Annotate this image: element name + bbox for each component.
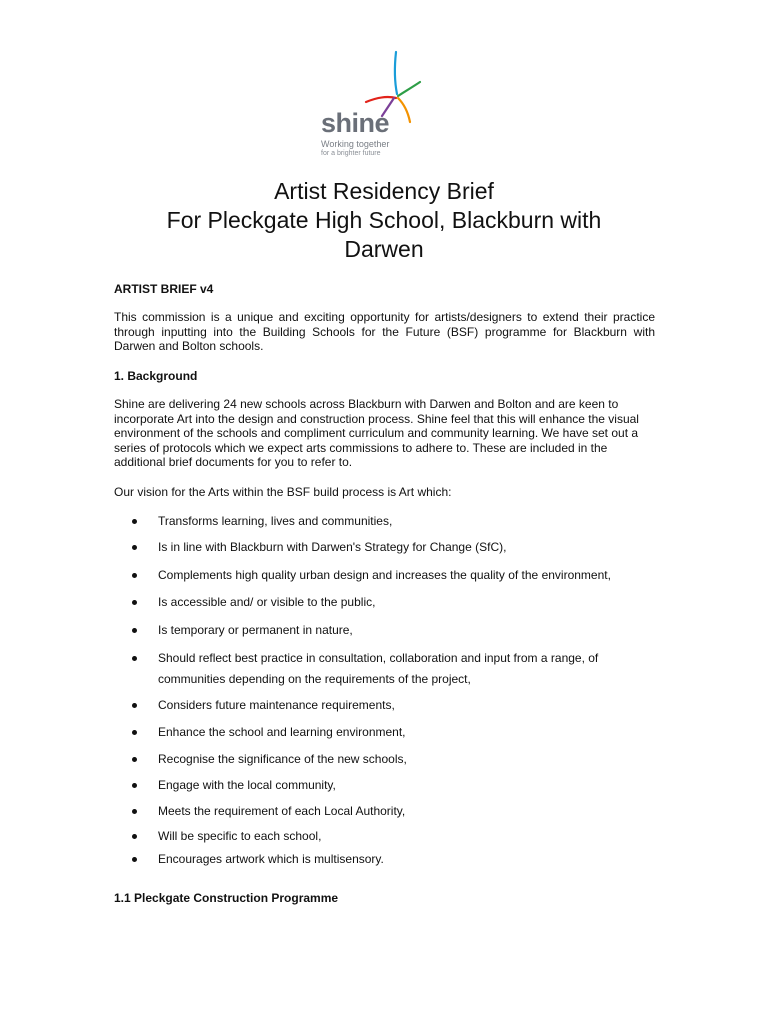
background-paragraph: Shine are delivering 24 new schools across Blackburn with Darwen and Bolton and are keen to incorporate Art into the design and construction process. Shine feel that this will enhance the visual environment of the schools and compliment curriculum and community learning. We have set out a series of protocols which we expect arts commissions to adhere to. These are included in the additional brief documents for you to refer to. [114, 397, 639, 469]
bullet-icon [132, 857, 137, 862]
bullet-icon [132, 703, 137, 708]
vision-bullet-list: Transforms learning, lives and communities, Is in line with Blackburn with Darwen's Strategy for Change (SfC), Complements high quality urban design and increases the quality of the environment, Is accessible and/ or visible to the public, Is temporary or permanent in nature, Should reflect best practice in consultation, collaboration and input from a range, of communities depending on the requirements of the project, Considers future maintenance requirements, Enhance the school and learning environment, Recognise the significance of the new schools, Engage with the local community, Meets the requirement of each Local Authority, Will be specific to each school, Encourages artwork which is multisensory. [0, 0, 768, 1024]
logo-tagline: Working together [321, 139, 390, 149]
title-line-2: For Pleckgate High School, Blackburn with [166, 207, 602, 233]
bullet-icon [132, 656, 137, 661]
bullet-icon [132, 809, 137, 814]
intro-paragraph: This commission is a unique and exciting opportunity for artists/designers to extend their practice through inputting into the Building Schools for the Future (BSF) programme for Blackburn with Darwen and Bolton schools. [114, 310, 655, 353]
construction-programme-heading: 1.1 Pleckgate Construction Programme [114, 891, 339, 905]
title-line-3: Darwen [344, 236, 424, 262]
bullet-icon [132, 730, 137, 735]
vision-paragraph: Our vision for the Arts within the BSF build process is Art which: [114, 485, 452, 499]
background-heading: 1. Background [114, 369, 198, 383]
bullet-icon [132, 545, 137, 550]
brief-heading: ARTIST BRIEF v4 [114, 282, 214, 296]
logo-wordmark: shine [321, 108, 390, 138]
bullet-icon [132, 628, 137, 633]
title-line-1: Artist Residency Brief [274, 178, 494, 204]
bullet-icon [132, 600, 137, 605]
bullet-icon [132, 757, 137, 762]
bullet-icon [132, 834, 137, 839]
bullet-icon [132, 783, 137, 788]
bullet-icon [132, 519, 137, 524]
bullet-icon [132, 573, 137, 578]
logo-tagline-secondary: for a brighter future [321, 150, 381, 157]
